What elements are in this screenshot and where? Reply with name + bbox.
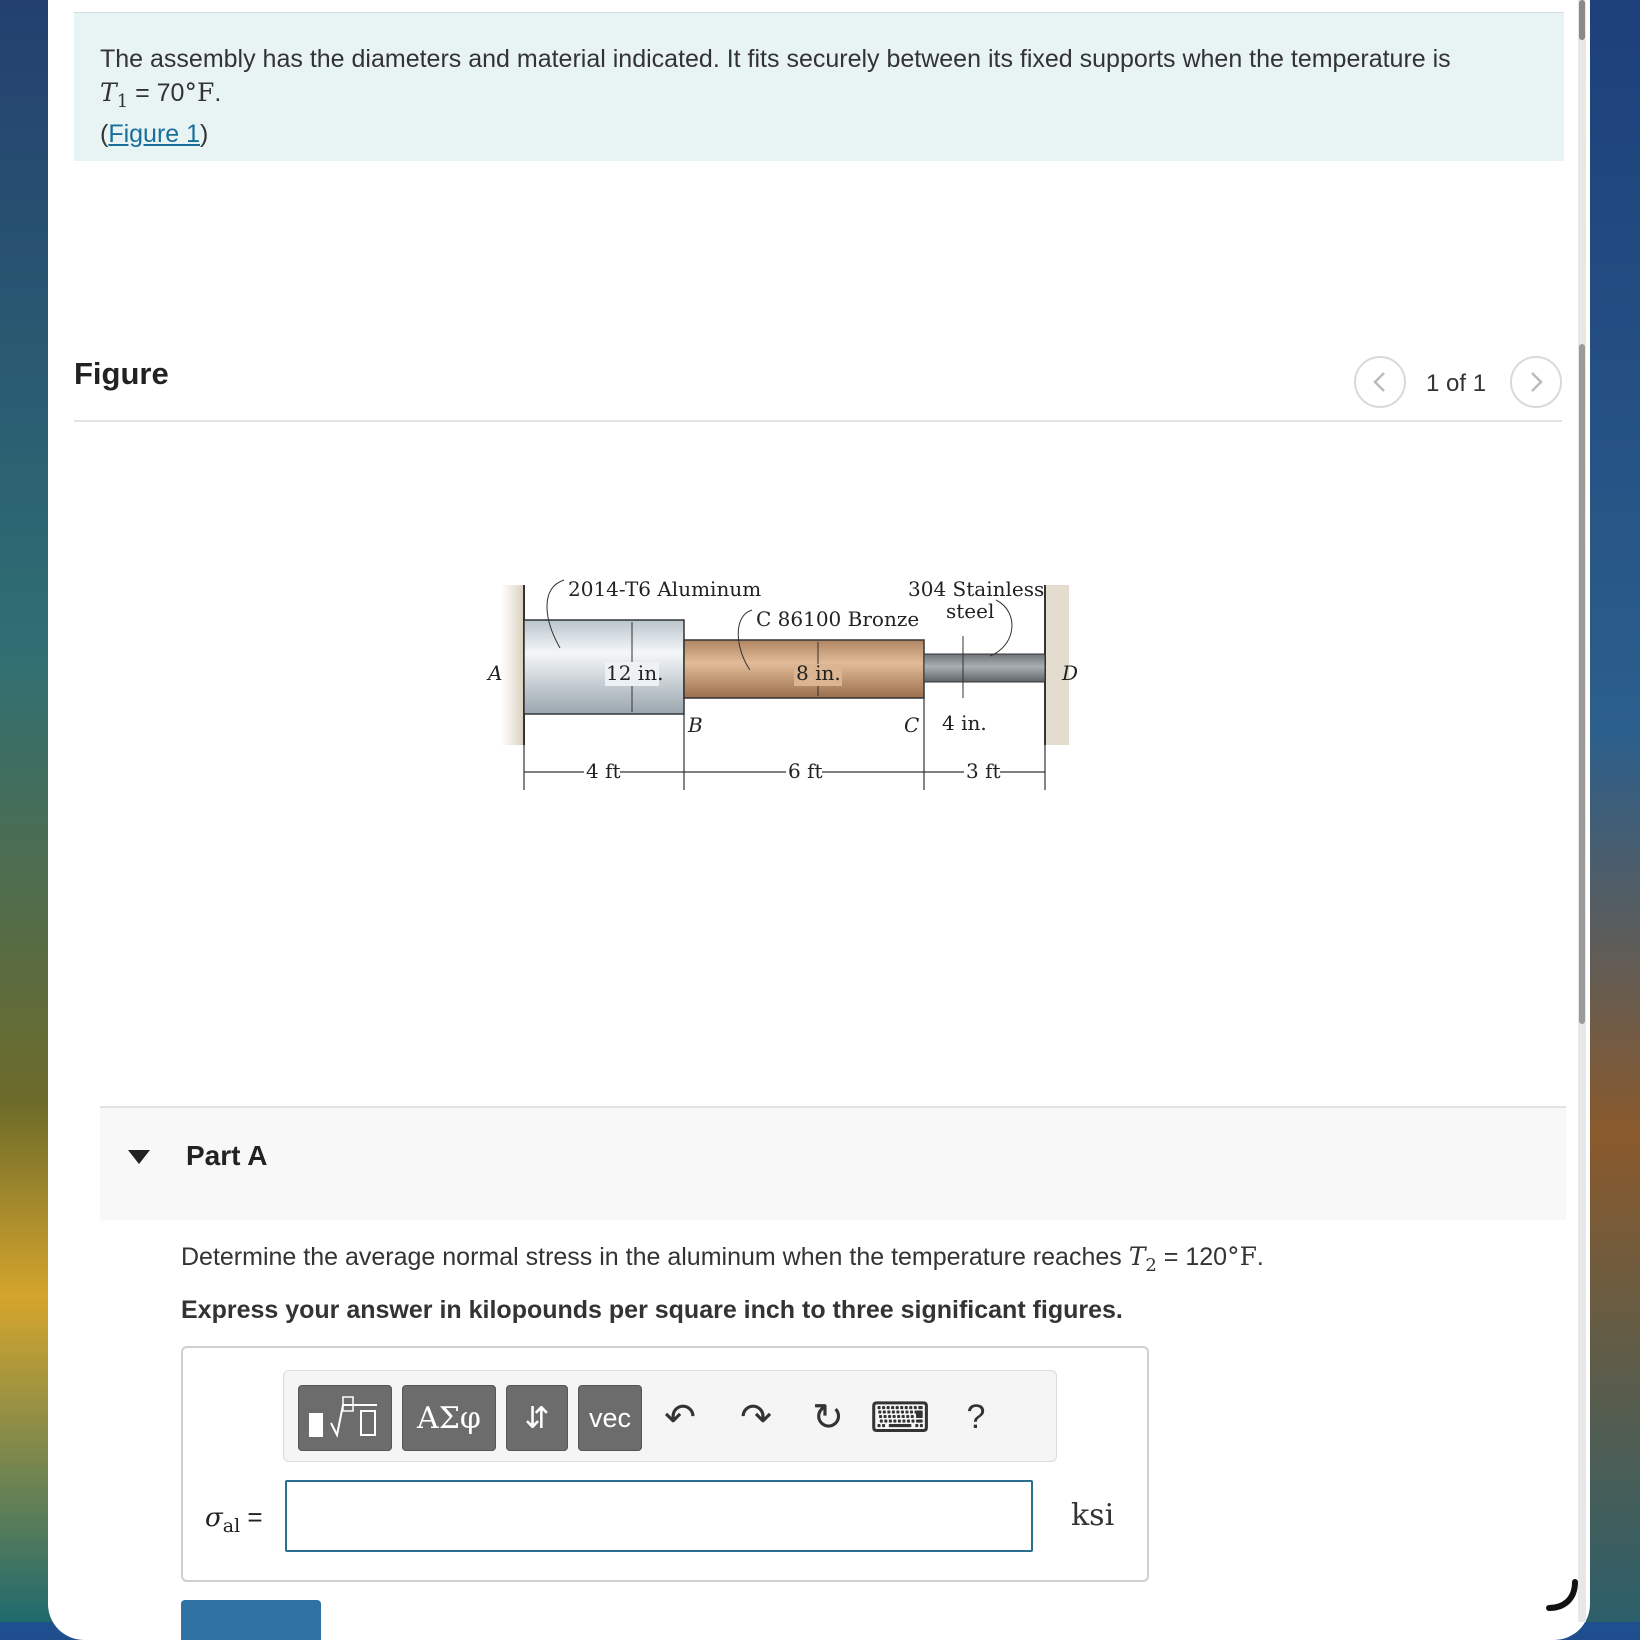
- part-a-title: Part A: [186, 1140, 268, 1171]
- problem-intro: [74, 12, 1564, 161]
- steel-label-line1: 304 Stainless: [908, 577, 1045, 601]
- corner-curl-icon: [1545, 1578, 1581, 1614]
- bronze-label: C 86100 Bronze: [756, 607, 920, 631]
- help-button[interactable]: ?: [966, 1397, 986, 1436]
- math-toolbar: [283, 1370, 1057, 1462]
- answer-box: [181, 1346, 1149, 1582]
- t1-value: = 70: [135, 79, 185, 107]
- question-text: Determine the average normal stress in the aluminum when the temperature reaches $T_2 = 120^\circ F$.: [181, 1242, 1264, 1276]
- wall-left: [500, 585, 524, 745]
- steel-diameter: 4 in.: [942, 711, 987, 735]
- equals-sign: =: [247, 1502, 263, 1532]
- templates-button[interactable]: [298, 1385, 392, 1451]
- figure-divider: [74, 420, 1562, 422]
- assembly-svg: [488, 577, 1140, 840]
- figure-title: Figure: [74, 356, 169, 391]
- answer-instruction: Express your answer in kilopounds per square inch to three significant figures.: [181, 1296, 1123, 1324]
- pager-count: 1 of 1: [1426, 370, 1487, 397]
- sigma-symbol: σ: [205, 1503, 223, 1533]
- point-b-label: B: [688, 713, 703, 737]
- arrows-button[interactable]: ⇵: [506, 1385, 568, 1451]
- figure-1-link[interactable]: Figure 1: [108, 120, 201, 148]
- steel-label-line2: steel: [946, 599, 995, 623]
- next-figure-button[interactable]: [1510, 356, 1562, 408]
- bronze-length: 6 ft: [788, 759, 823, 783]
- t1-unit: °F: [184, 78, 215, 107]
- vector-button[interactable]: vec: [578, 1385, 642, 1451]
- sigma-al-label: [205, 1502, 263, 1537]
- chevron-right-icon: [1526, 370, 1546, 394]
- point-c-label: C: [904, 713, 920, 737]
- t2-unit: °F: [1227, 1242, 1257, 1271]
- steel-segment: [924, 654, 1045, 682]
- chevron-left-icon: [1370, 370, 1390, 394]
- keyboard-icon[interactable]: ⌨: [869, 1393, 931, 1441]
- t2-subscript: 2: [1145, 1255, 1157, 1276]
- sigma-subscript: al: [222, 1515, 241, 1538]
- aluminum-length: 4 ft: [586, 759, 621, 783]
- aluminum-diameter: 12 in.: [606, 661, 664, 685]
- previous-figure-button[interactable]: [1354, 356, 1406, 408]
- greek-letters-button[interactable]: ΑΣφ: [402, 1385, 496, 1451]
- question-prefix: Determine the average normal stress in the aluminum when the temperature reaches: [181, 1243, 1122, 1271]
- undo-icon[interactable]: ↶: [664, 1396, 696, 1439]
- figure-pager: [1354, 356, 1564, 408]
- redo-icon[interactable]: ↷: [740, 1396, 772, 1439]
- collapse-caret-icon[interactable]: [128, 1150, 150, 1164]
- unit-label: ksi: [1071, 1498, 1115, 1533]
- part-a-header[interactable]: [100, 1108, 1566, 1220]
- t1-symbol: T: [100, 78, 117, 107]
- assembly-diagram: [488, 577, 1140, 840]
- templates-icon: [305, 1395, 385, 1441]
- point-d-label: D: [1062, 661, 1079, 685]
- reset-icon[interactable]: ↻: [812, 1396, 844, 1439]
- t1-subscript: 1: [116, 91, 129, 112]
- answer-input[interactable]: [285, 1480, 1033, 1552]
- submit-button[interactable]: [181, 1600, 321, 1640]
- aluminum-label: 2014-T6 Aluminum: [568, 577, 762, 601]
- scrollbar-thumb[interactable]: [1579, 344, 1585, 1024]
- point-a-label: A: [488, 661, 503, 685]
- cursor-icon: [1545, 1578, 1581, 1624]
- scrollbar-top-segment[interactable]: [1579, 0, 1585, 40]
- t2-symbol: T: [1128, 1242, 1146, 1271]
- intro-sentence: The assembly has the diameters and material indicated. It fits securely between its fixed supports when the temperature is: [100, 45, 1451, 73]
- bronze-diameter: 8 in.: [796, 661, 841, 685]
- steel-length: 3 ft: [966, 759, 1001, 783]
- request-answer-link[interactable]: [358, 1610, 478, 1630]
- t2-value: = 120: [1163, 1243, 1228, 1271]
- intro-text: The assembly has the diameters and material indicated. It fits securely between its fixed supports when the temperature is $T_1 = 70^\circ F$. (Figure 1): [100, 45, 1451, 148]
